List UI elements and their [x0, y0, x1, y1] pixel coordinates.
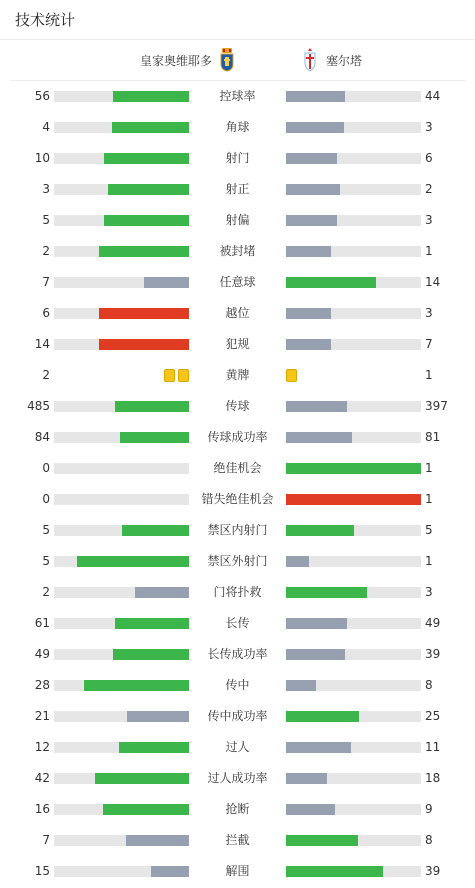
home-value: 42	[34, 771, 50, 785]
home-bar-fill	[77, 556, 189, 567]
home-value: 4	[42, 120, 50, 134]
away-bar-fill	[286, 556, 309, 567]
home-value: 49	[34, 647, 50, 661]
stat-label: 传中	[225, 678, 250, 692]
away-bar-fill	[286, 91, 345, 102]
header	[0, 0, 475, 40]
stat-label: 传中成功率	[207, 709, 268, 723]
home-bar-fill	[151, 866, 189, 877]
away-value: 9	[425, 802, 433, 816]
away-bar-track	[286, 401, 421, 412]
home-bar-track	[54, 215, 189, 226]
home-team[interactable]	[10, 48, 242, 72]
teams-header	[10, 40, 465, 81]
home-value: 15	[34, 864, 50, 878]
stat-label: 解围	[225, 864, 250, 878]
away-bar-fill	[286, 494, 421, 505]
home-bar-track	[54, 122, 189, 133]
home-value: 61	[34, 616, 50, 630]
home-value: 12	[34, 740, 50, 754]
home-value: 6	[42, 306, 50, 320]
away-bar-fill	[286, 711, 359, 722]
away-bar-fill	[286, 680, 316, 691]
away-bar-fill	[286, 401, 347, 412]
stat-label: 错失绝佳机会	[201, 492, 274, 506]
home-bar-fill	[99, 339, 189, 350]
away-value: 1	[425, 244, 433, 258]
home-value: 56	[34, 89, 50, 103]
stats-list	[0, 81, 475, 887]
away-value: 3	[425, 213, 433, 227]
away-value: 1	[425, 461, 433, 475]
stat-row	[0, 143, 475, 174]
home-value: 84	[34, 430, 50, 444]
home-value: 10	[34, 151, 50, 165]
away-bar-track	[286, 742, 421, 753]
away-bar-fill	[286, 618, 347, 629]
home-bar-track	[54, 711, 189, 722]
home-bar-track	[54, 866, 189, 877]
home-bar-fill	[127, 711, 189, 722]
home-bar-track	[54, 432, 189, 443]
away-value: 3	[425, 585, 433, 599]
home-bar-fill	[144, 277, 189, 288]
home-value: 7	[42, 275, 50, 289]
home-value: 2	[42, 368, 50, 382]
away-value: 3	[425, 120, 433, 134]
stat-label: 拦截	[225, 833, 250, 847]
home-bar-fill	[135, 587, 189, 598]
stat-row	[0, 732, 475, 763]
away-bar-track	[286, 308, 421, 319]
stat-label: 射正	[225, 182, 250, 196]
stat-row	[0, 608, 475, 639]
stat-label: 射门	[225, 151, 250, 165]
home-value: 5	[42, 554, 50, 568]
home-bar-track	[54, 277, 189, 288]
away-bar-fill	[286, 835, 358, 846]
stat-label: 传球成功率	[207, 430, 268, 444]
stat-row	[0, 422, 475, 453]
home-bar-fill	[104, 215, 189, 226]
away-bar-fill	[286, 804, 335, 815]
home-bar-fill	[112, 122, 189, 133]
away-bar-track	[286, 246, 421, 257]
away-bar-fill	[286, 308, 331, 319]
home-value: 28	[34, 678, 50, 692]
stat-label: 被封堵	[219, 244, 256, 258]
home-bar-track	[54, 742, 189, 753]
home-bar-track	[54, 153, 189, 164]
away-value: 81	[425, 430, 441, 444]
stat-row	[0, 453, 475, 484]
away-value: 5	[425, 523, 433, 537]
stat-row	[0, 298, 475, 329]
away-bar-fill	[286, 277, 376, 288]
home-value: 0	[42, 461, 50, 475]
home-value: 2	[42, 585, 50, 599]
home-team-name: 皇家奥维耶多	[139, 53, 212, 68]
stat-label: 过人	[225, 740, 250, 754]
away-bar-fill	[286, 153, 337, 164]
home-bar-track	[54, 401, 189, 412]
away-value: 6	[425, 151, 433, 165]
home-bar-track	[54, 463, 189, 474]
away-value: 397	[425, 399, 448, 413]
home-bar-fill	[99, 246, 189, 257]
home-bar-track	[54, 525, 189, 536]
yellow-card-icon	[178, 369, 189, 382]
away-value: 14	[425, 275, 441, 289]
stat-row	[0, 577, 475, 608]
home-yellow-cards	[164, 369, 189, 382]
away-bar-fill	[286, 649, 345, 660]
away-bar-fill	[286, 525, 354, 536]
away-bar-fill	[286, 587, 367, 598]
stat-row	[0, 205, 475, 236]
away-value: 39	[425, 864, 441, 878]
home-value: 0	[42, 492, 50, 506]
home-bar-fill	[104, 153, 189, 164]
stat-row	[0, 546, 475, 577]
away-bar-fill	[286, 773, 327, 784]
home-bar-track	[54, 773, 189, 784]
away-value: 49	[425, 616, 441, 630]
home-bar-track	[54, 680, 189, 691]
home-bar-fill	[99, 308, 189, 319]
home-bar-fill	[122, 525, 190, 536]
home-bar-fill	[113, 649, 189, 660]
home-bar-fill	[113, 91, 189, 102]
stat-row	[0, 515, 475, 546]
home-value: 7	[42, 833, 50, 847]
away-bar-track	[286, 556, 421, 567]
stat-row	[0, 670, 475, 701]
away-bar-track	[286, 432, 421, 443]
celta-crest-icon	[302, 47, 318, 73]
away-bar-track	[286, 525, 421, 536]
stat-label: 角球	[225, 120, 250, 134]
stat-label: 黄牌	[225, 368, 250, 382]
away-bar-track	[286, 494, 421, 505]
stat-row	[0, 360, 475, 391]
away-bar-fill	[286, 339, 331, 350]
away-value: 8	[425, 833, 433, 847]
yellow-card-icon	[164, 369, 175, 382]
home-bar-fill	[126, 835, 189, 846]
away-bar-track	[286, 277, 421, 288]
away-bar-fill	[286, 184, 340, 195]
stat-label: 射偏	[225, 213, 250, 227]
away-bar-track	[286, 215, 421, 226]
home-value: 485	[27, 399, 50, 413]
away-value: 2	[425, 182, 433, 196]
away-value: 1	[425, 492, 433, 506]
home-bar-track	[54, 184, 189, 195]
away-bar-track	[286, 339, 421, 350]
away-value: 7	[425, 337, 433, 351]
away-value: 1	[425, 368, 433, 382]
stat-label: 长传	[225, 616, 250, 630]
away-value: 44	[425, 89, 441, 103]
away-bar-track	[286, 184, 421, 195]
home-bar-track	[54, 804, 189, 815]
away-bar-track	[286, 91, 421, 102]
home-bar-track	[54, 587, 189, 598]
stat-label: 过人成功率	[207, 771, 268, 785]
home-bar-fill	[120, 432, 189, 443]
stat-label: 长传成功率	[207, 647, 268, 661]
home-bar-track	[54, 835, 189, 846]
away-bar-track	[286, 122, 421, 133]
away-bar-track	[286, 866, 421, 877]
stat-row	[0, 825, 475, 856]
stat-row	[0, 236, 475, 267]
home-bar-track	[54, 339, 189, 350]
away-bar-track	[286, 773, 421, 784]
stat-row	[0, 267, 475, 298]
home-value: 5	[42, 213, 50, 227]
home-value: 2	[42, 244, 50, 258]
away-bar-track	[286, 711, 421, 722]
stat-label: 任意球	[219, 275, 256, 289]
stat-row	[0, 794, 475, 825]
yellow-card-icon	[286, 369, 297, 382]
stat-row	[0, 174, 475, 205]
home-bar-track	[54, 246, 189, 257]
away-bar-fill	[286, 866, 383, 877]
home-bar-fill	[95, 773, 190, 784]
home-bar-track	[54, 618, 189, 629]
stat-label: 传球	[225, 399, 250, 413]
home-bar-track	[54, 91, 189, 102]
home-bar-fill	[108, 184, 189, 195]
stat-label: 控球率	[219, 89, 256, 103]
stat-label: 禁区外射门	[207, 554, 268, 568]
home-bar-fill	[115, 618, 189, 629]
real-oviedo-crest-icon	[220, 48, 234, 72]
stat-label: 禁区内射门	[207, 523, 268, 537]
home-bar-fill	[115, 401, 189, 412]
away-bar-track	[286, 649, 421, 660]
away-value: 11	[425, 740, 441, 754]
home-bar-track	[54, 494, 189, 505]
away-bar-track	[286, 680, 421, 691]
page-title: 技术统计	[15, 11, 76, 29]
away-bar-track	[286, 587, 421, 598]
away-bar-fill	[286, 122, 344, 133]
stat-label: 犯规	[225, 337, 250, 351]
stat-label: 门将扑救	[213, 585, 262, 599]
away-bar-track	[286, 153, 421, 164]
away-bar-track	[286, 804, 421, 815]
away-value: 8	[425, 678, 433, 692]
away-bar-track	[286, 835, 421, 846]
stat-row	[0, 701, 475, 732]
away-yellow-cards	[286, 369, 297, 382]
home-value: 21	[34, 709, 50, 723]
home-bar-track	[54, 556, 189, 567]
stat-row	[0, 81, 475, 112]
away-bar-fill	[286, 463, 421, 474]
stat-row	[0, 391, 475, 422]
stat-row	[0, 112, 475, 143]
away-team-name: 塞尔塔	[326, 53, 363, 68]
stat-label: 绝佳机会	[213, 461, 262, 475]
stat-row	[0, 763, 475, 794]
away-value: 18	[425, 771, 441, 785]
home-value: 3	[42, 182, 50, 196]
home-value: 16	[34, 802, 50, 816]
home-bar-fill	[84, 680, 189, 691]
stat-row	[0, 329, 475, 360]
away-bar-track	[286, 463, 421, 474]
away-value: 25	[425, 709, 441, 723]
stat-row	[0, 639, 475, 670]
away-bar-fill	[286, 432, 352, 443]
stat-label: 越位	[225, 306, 250, 320]
stat-row	[0, 856, 475, 887]
home-value: 5	[42, 523, 50, 537]
away-bar-fill	[286, 742, 351, 753]
away-value: 1	[425, 554, 433, 568]
home-bar-fill	[103, 804, 189, 815]
stat-row	[0, 484, 475, 515]
away-bar-fill	[286, 215, 337, 226]
away-team[interactable]	[242, 47, 465, 73]
home-bar-track	[54, 649, 189, 660]
home-value: 14	[34, 337, 50, 351]
home-bar-fill	[119, 742, 189, 753]
away-bar-track	[286, 618, 421, 629]
home-bar-track	[54, 308, 189, 319]
away-value: 39	[425, 647, 441, 661]
stat-label: 抢断	[225, 802, 250, 816]
away-bar-fill	[286, 246, 331, 257]
away-value: 3	[425, 306, 433, 320]
